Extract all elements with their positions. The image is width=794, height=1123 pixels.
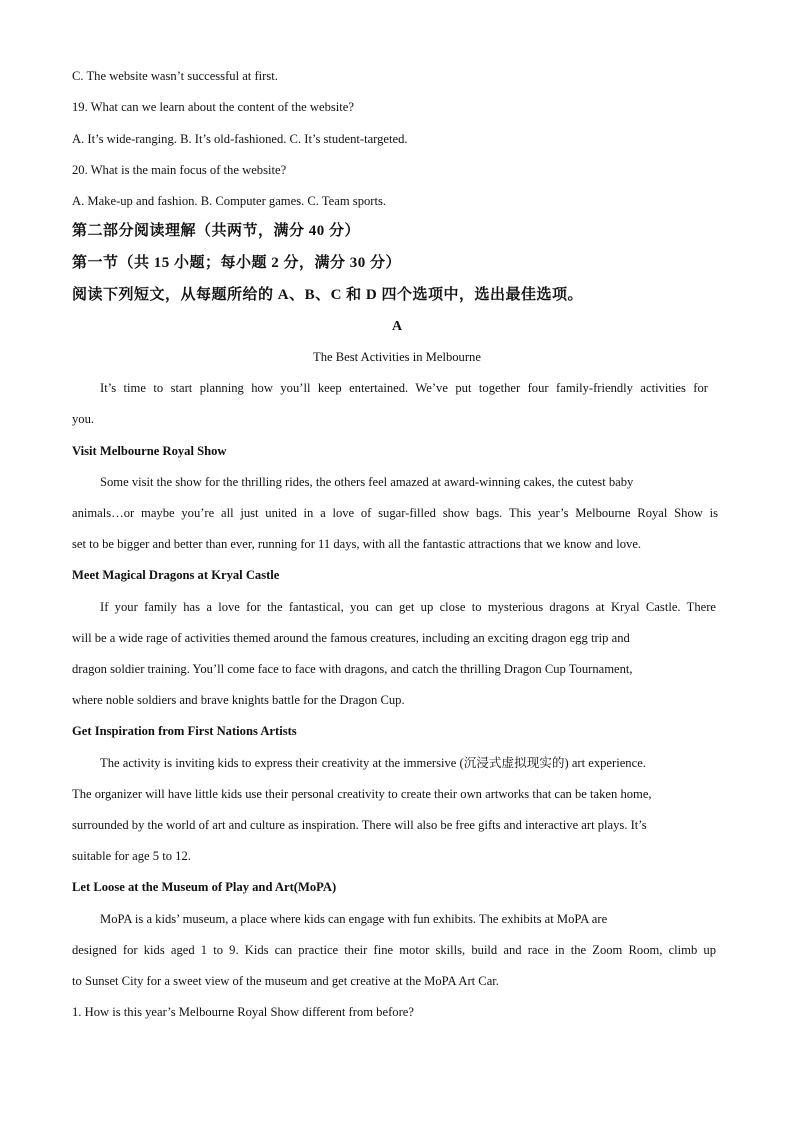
royal-show-line-3: set to be bigger and better than ever, running for 11 days, with all the fantastic attractions that we know and love. [72,537,642,551]
heading-royal-show: Visit Melbourne Royal Show [72,444,227,458]
passage-title: The Best Activities in Melbourne [313,350,481,364]
first-nations-line-1: The activity is inviting kids to express their creativity at the immersive (沉浸式虚拟现实的) art experience. [100,756,646,770]
heading-mopa: Let Loose at the Museum of Play and Art(MoPA) [72,880,337,894]
royal-show-line-2: animals…or maybe you’re all just united in a love of sugar-filled show bags. This year’s Melbourne Royal Show is [72,506,718,520]
question-20: 20. What is the main focus of the website? [72,163,287,177]
first-nations-line-2: The organizer will have little kids use their personal creativity to create their own artworks that can be taken home, [72,787,652,801]
question-18-option-c: C. The website wasn’t successful at first. [72,69,278,83]
mopa-line-2: designed for kids aged 1 to 9. Kids can practice their fine motor skills, build and race in the Zoom Room, climb up [72,943,716,957]
kryal-castle-line-2: will be a wide rage of activities themed around the famous creatures, including an exciting dragon egg trip and [72,631,630,645]
first-nations-line-3: surrounded by the world of art and culture as inspiration. There will also be free gifts and interactive art plays. It’s [72,818,647,832]
royal-show-line-1: Some visit the show for the thrilling rides, the others feel amazed at award-winning cakes, the cutest baby [100,475,634,489]
kryal-castle-line-3: dragon soldier training. You’ll come face to face with dragons, and catch the thrilling Dragon Cup Tournament, [72,662,633,676]
heading-kryal-castle: Meet Magical Dragons at Kryal Castle [72,568,280,582]
question-1: 1. How is this year’s Melbourne Royal Show different from before? [72,1005,414,1019]
part-two-heading: 第二部分阅读理解（共两节，满分 40 分） [72,223,361,239]
mopa-line-3: to Sunset City for a sweet view of the museum and get creative at the MoPA Art Car. [72,974,499,988]
passage-letter: A [391,319,403,334]
mopa-line-1: MoPA is a kids’ museum, a place where kids can engage with fun exhibits. The exhibits at MoPA are [100,912,608,926]
section-one-heading: 第一节（共 15 小题；每小题 2 分，满分 30 分） [72,255,402,271]
intro-line-2: you. [72,412,95,426]
question-19-options: A. It’s wide-ranging. B. It’s old-fashioned. C. It’s student-targeted. [72,132,408,146]
first-nations-line-4: suitable for age 5 to 12. [72,849,191,863]
question-20-options: A. Make-up and fashion. B. Computer games. C. Team sports. [72,194,387,208]
intro-line-1: It’s time to start planning how you’ll keep entertained. We’ve put together four family-friendly activities for [100,381,708,395]
instruction-text: 阅读下列短文，从每题所给的 A、B、C 和 D 四个选项中，选出最佳选项。 [72,287,584,303]
heading-first-nations: Get Inspiration from First Nations Artists [72,724,297,738]
kryal-castle-line-4: where noble soldiers and brave knights battle for the Dragon Cup. [72,693,405,707]
kryal-castle-line-1: If your family has a love for the fantastical, you can get up close to mysterious dragons at Kryal Castle. There [100,600,716,614]
question-19: 19. What can we learn about the content of the website? [72,100,354,114]
